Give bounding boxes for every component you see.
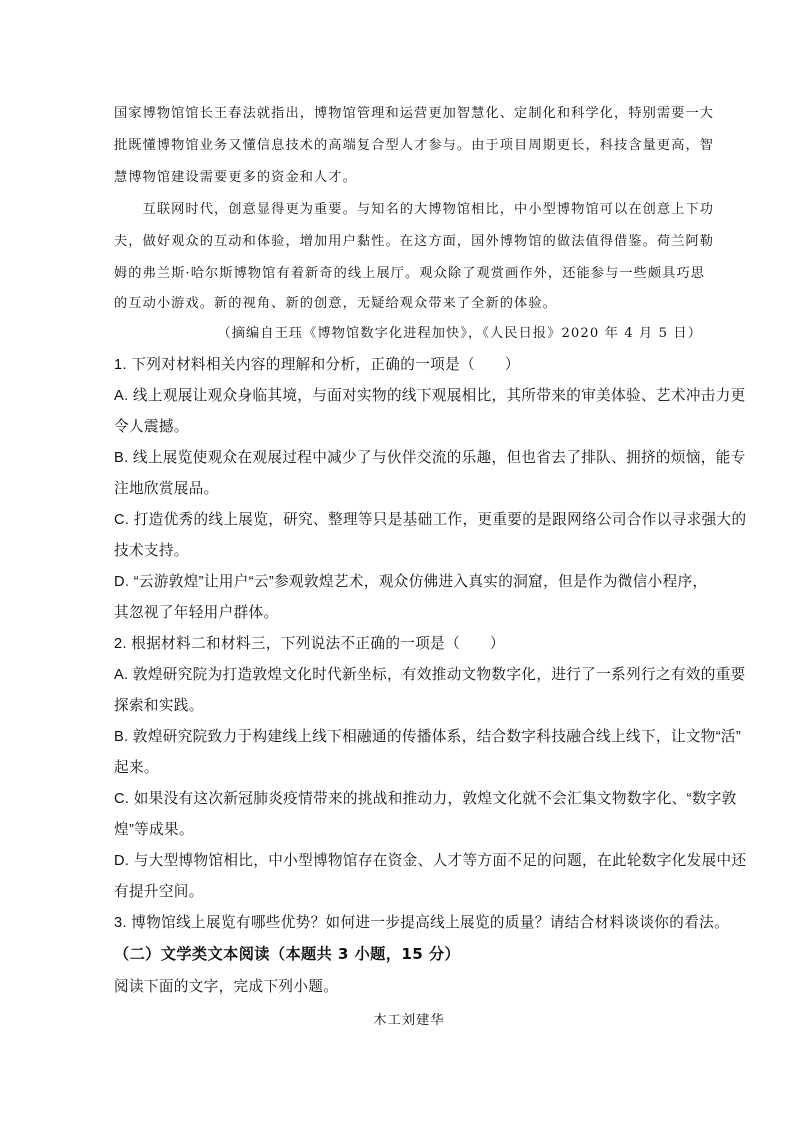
source-citation: （摘编自王珏《博物馆数字化进程加快》，《人民日报》2020 年 4 月 5 日）	[217, 326, 702, 341]
material-paragraph-2-line: 的互动小游戏。新的视角、新的创意，无疑给观众带来了全新的体验。	[114, 296, 557, 311]
material-paragraph-2-line: 夫，做好观众的互动和体验，增加用户黏性。在这方面，国外博物馆的做法值得借鉴。荷兰阿勒	[114, 234, 715, 249]
material-paragraph-1-line: 批既懂博物馆业务又懂信息技术的高端复合型人才参与。由于项目周期更长，科技含量更高，智	[114, 138, 715, 153]
material-paragraph-1-line: 慧博物馆建设需要更多的资金和人才。	[114, 170, 357, 185]
section-instruction: 阅读下面的文字，完成下列小题。	[114, 979, 339, 995]
question-1-option-a-cont: 令人震撼。	[114, 419, 189, 435]
question-1-stem: 1. 下列对材料相关内容的理解和分析，正确的一项是（ ）	[114, 357, 520, 373]
question-1-option-a: A. 线上观展让观众身临其境，与面对实物的线下观展相比，其所带来的审美体验、艺术冲击力更	[114, 388, 746, 404]
question-1-option-d: D. “云游敦煌”让用户“云”参观敦煌艺术，观众仿佛进入真实的洞窟，但是作为微信小程序，	[114, 574, 708, 590]
question-2-option-c-cont: 煌”等成果。	[114, 822, 194, 838]
question-1-option-c: C. 打造优秀的线上展览，研究、整理等只是基础工作，更重要的是跟网络公司合作以寻求强大的	[114, 512, 747, 528]
question-3-stem: 3. 博物馆线上展览有哪些优势？如何进一步提高线上展览的质量？请结合材料谈谈你的看法。	[114, 915, 730, 931]
question-2-option-a-cont: 探索和实践。	[114, 698, 204, 714]
question-1-option-b: B. 线上展览使观众在观展过程中减少了与伙伴交流的乐趣，但也省去了排队、拥挤的烦恼，能专	[114, 450, 746, 466]
question-2-option-b: B. 敦煌研究院致力于构建线上线下相融通的传播体系，结合数字科技融合线上线下，让文物“活”	[114, 729, 742, 745]
question-2-option-a: A. 敦煌研究院为打造敦煌文化时代新坐标，有效推动文物数字化，进行了一系列行之有效的重要	[114, 667, 746, 683]
material-paragraph-2-line: 互联网时代，创意显得更为重要。与知名的大博物馆相比，中小型博物馆可以在创意上下功	[114, 202, 715, 217]
question-1-option-c-cont: 技术支持。	[114, 543, 189, 559]
story-title: 木工刘建华	[373, 1013, 445, 1028]
question-2-option-b-cont: 起来。	[114, 760, 159, 776]
question-2-option-c: C. 如果没有这次新冠肺炎疫情带来的挑战和推动力，敦煌文化就不会汇集文物数字化、“数字敦	[114, 791, 737, 807]
material-paragraph-1-line: 国家博物馆馆长王春法就指出，博物馆管理和运营更加智慧化、定制化和科学化，特别需要一大	[114, 106, 715, 121]
question-1-option-d-cont: 其忽视了年轻用户群体。	[114, 605, 279, 621]
question-1-option-b-cont: 注地欣赏展品。	[114, 481, 219, 497]
material-paragraph-2-line: 姆的弗兰斯·哈尔斯博物馆有着新奇的线上展厅。观众除了观赏画作外，还能参与一些颇具巧思	[114, 266, 706, 281]
question-2-option-d: D. 与大型博物馆相比，中小型博物馆存在资金、人才等方面不足的问题，在此轮数字化发展中还	[114, 853, 747, 869]
question-2-stem: 2. 根据材料二和材料三，下列说法不正确的一项是（ ）	[114, 636, 505, 652]
section-heading: （二）文学类文本阅读（本题共 3 小题，15 分）	[114, 945, 461, 963]
question-2-option-d-cont: 有提升空间。	[114, 884, 204, 900]
